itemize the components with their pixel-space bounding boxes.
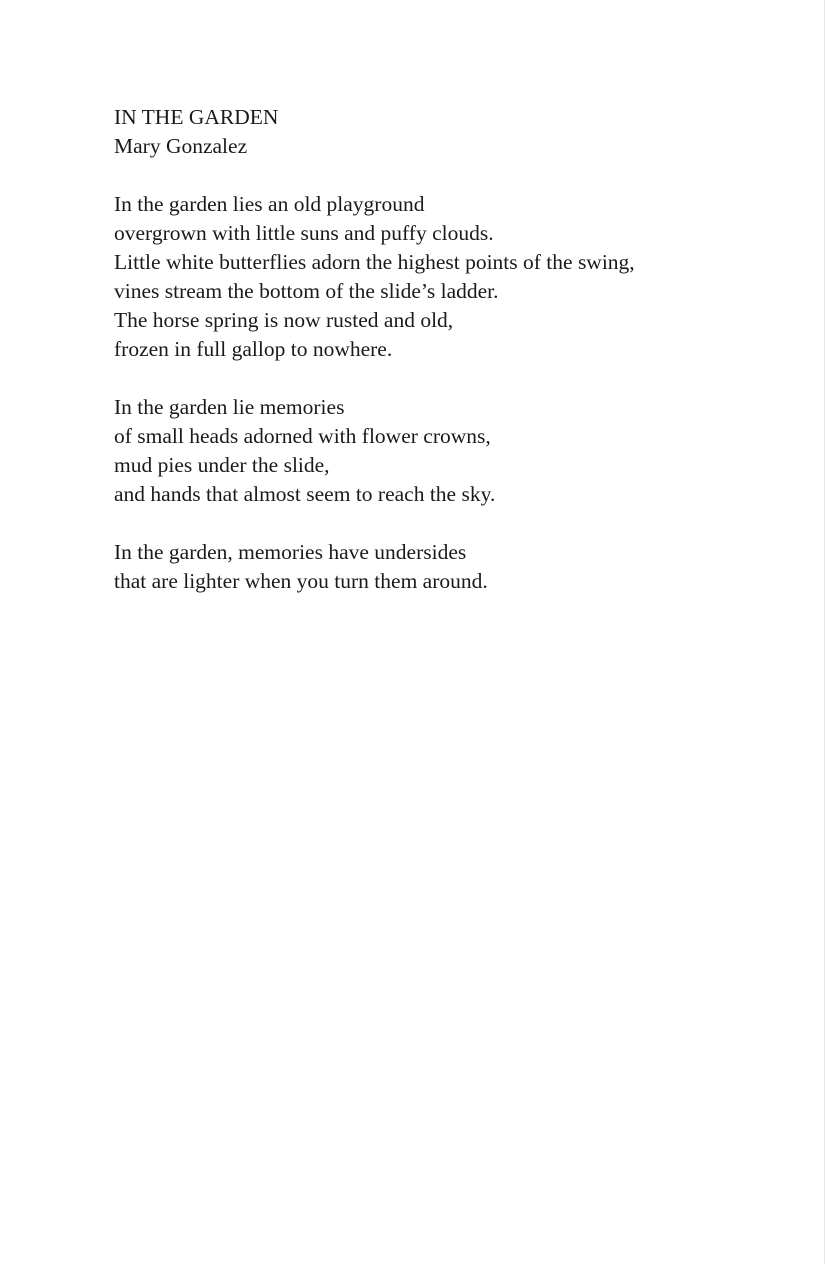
stanza-break <box>114 364 754 393</box>
stanza-2 <box>114 393 754 509</box>
stanza-1 <box>114 190 754 364</box>
poem-line: In the garden lies an old playground <box>114 192 425 216</box>
stanza-3 <box>114 538 754 596</box>
poem-line: In the garden lie memories <box>114 395 345 419</box>
poem-line: mud pies under the slide, <box>114 453 330 477</box>
poem-line: overgrown with little suns and puffy clouds. <box>114 221 494 245</box>
poem-line: that are lighter when you turn them around. <box>114 569 488 593</box>
poem-line: frozen in full gallop to nowhere. <box>114 337 393 361</box>
poem-line: vines stream the bottom of the slide’s ladder. <box>114 279 499 303</box>
poem-author: Mary Gonzalez <box>114 134 248 158</box>
stanza-break <box>114 161 754 190</box>
stanza-break <box>114 509 754 538</box>
poem-line: Little white butterflies adorn the highest points of the swing, <box>114 250 635 274</box>
poem <box>114 103 754 596</box>
poem-line: and hands that almost seem to reach the sky. <box>114 482 496 506</box>
poem-title: IN THE GARDEN <box>114 105 279 129</box>
poem-line: In the garden, memories have undersides <box>114 540 467 564</box>
poem-line: of small heads adorned with flower crowns, <box>114 424 491 448</box>
poem-line: The horse spring is now rusted and old, <box>114 308 454 332</box>
